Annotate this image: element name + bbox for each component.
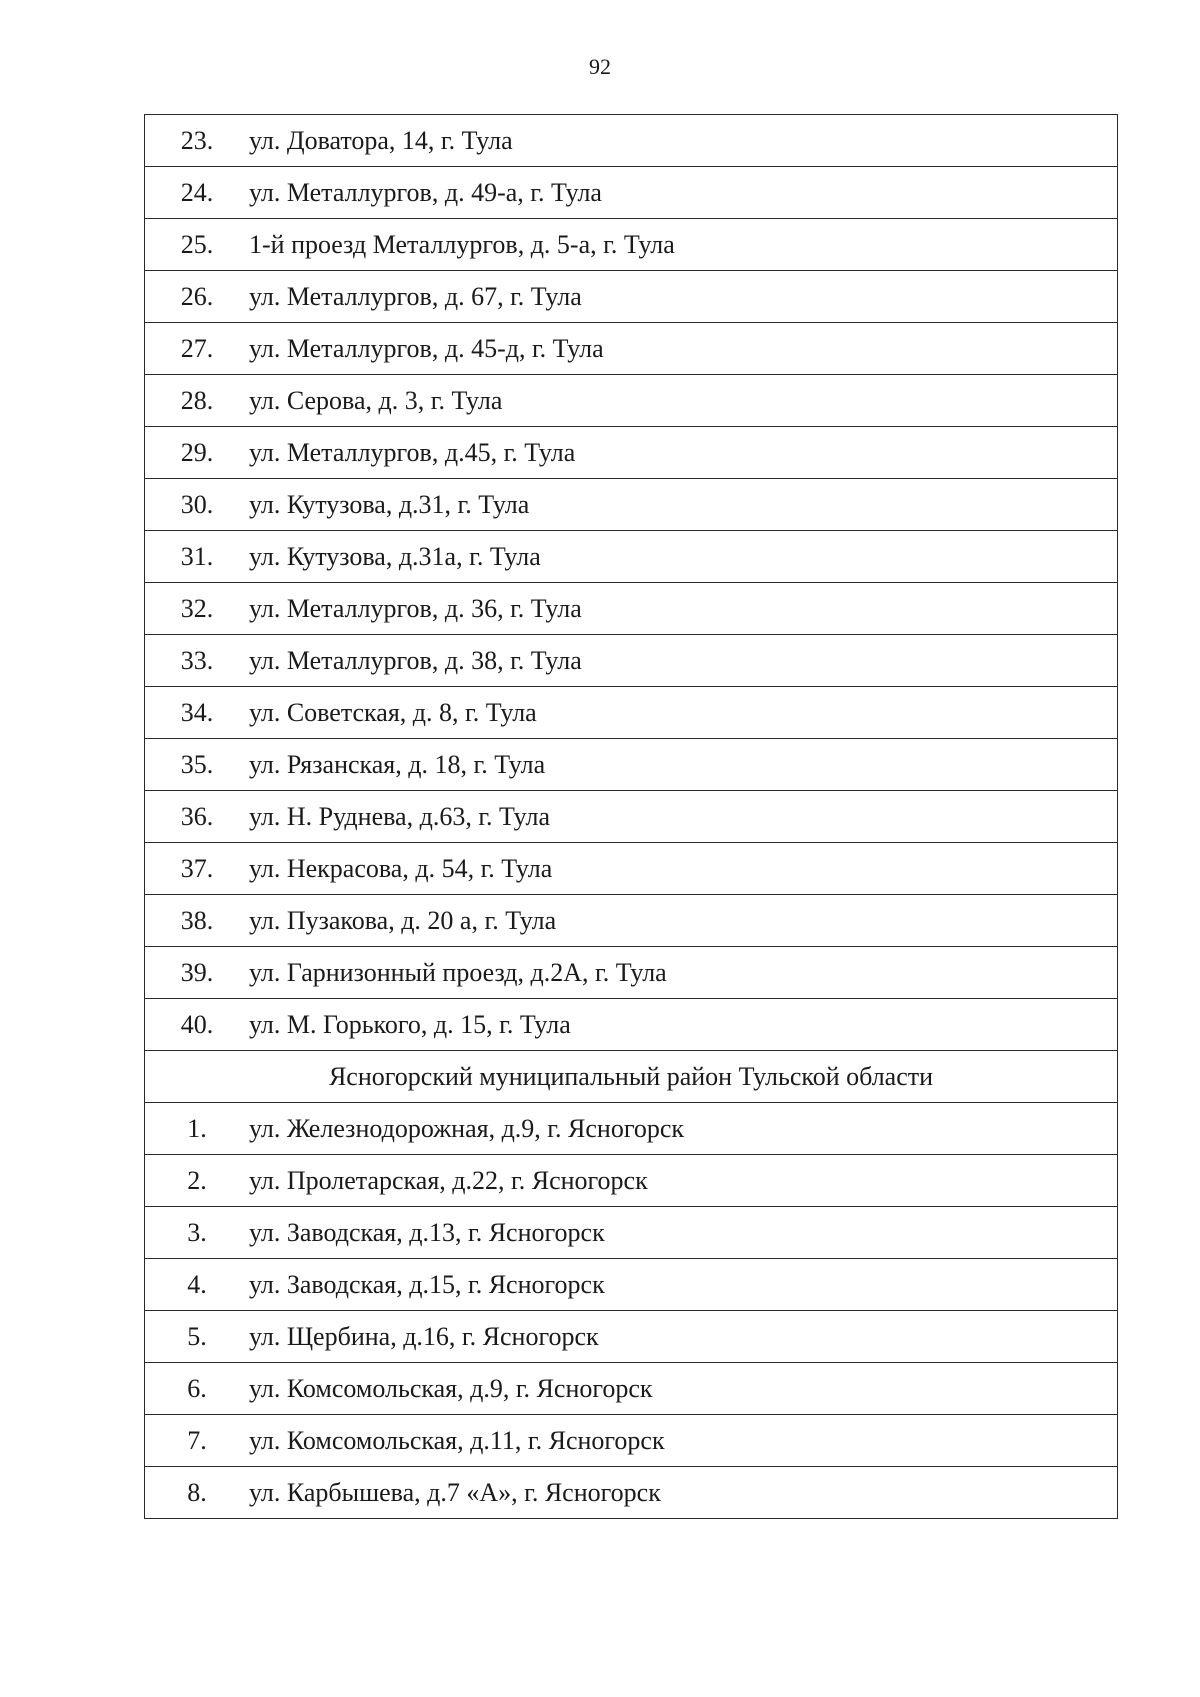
row-number: 36. (145, 791, 250, 843)
table-row (145, 1103, 1118, 1155)
row-number: 5. (145, 1311, 250, 1363)
row-address: ул. Комсомольская, д.11, г. Ясногорск (249, 1415, 1118, 1467)
row-address: ул. Пузакова, д. 20 а, г. Тула (249, 895, 1118, 947)
row-number: 6. (145, 1363, 250, 1415)
section-title: Ясногорский муниципальный район Тульской области (145, 1051, 1118, 1103)
table-row (145, 843, 1118, 895)
table-row (145, 1467, 1118, 1519)
row-number: 27. (145, 323, 250, 375)
row-address: ул. Рязанская, д. 18, г. Тула (249, 739, 1118, 791)
row-number: 40. (145, 999, 250, 1051)
row-number: 38. (145, 895, 250, 947)
row-number: 35. (145, 739, 250, 791)
row-number: 34. (145, 687, 250, 739)
table-row (145, 531, 1118, 583)
row-number: 24. (145, 167, 250, 219)
row-number: 30. (145, 479, 250, 531)
table-row (145, 1415, 1118, 1467)
row-address: ул. Серова, д. 3, г. Тула (249, 375, 1118, 427)
row-address: ул. Железнодорожная, д.9, г. Ясногорск (249, 1103, 1118, 1155)
row-number: 2. (145, 1155, 250, 1207)
table-row (145, 895, 1118, 947)
table-row (145, 999, 1118, 1051)
table-row (145, 1155, 1118, 1207)
row-address: ул. Пролетарская, д.22, г. Ясногорск (249, 1155, 1118, 1207)
table-row (145, 1363, 1118, 1415)
row-address: ул. Карбышева, д.7 «А», г. Ясногорск (249, 1467, 1118, 1519)
row-number: 7. (145, 1415, 250, 1467)
table-row (145, 271, 1118, 323)
address-table-body (145, 115, 1118, 1519)
row-number: 4. (145, 1259, 250, 1311)
row-number: 8. (145, 1467, 250, 1519)
table-row (145, 687, 1118, 739)
row-address: ул. Металлургов, д. 49-а, г. Тула (249, 167, 1118, 219)
row-address: ул. Металлургов, д. 36, г. Тула (249, 583, 1118, 635)
section-header-row (145, 1051, 1118, 1103)
row-number: 23. (145, 115, 250, 167)
row-number: 1. (145, 1103, 250, 1155)
row-address: ул. Некрасова, д. 54, г. Тула (249, 843, 1118, 895)
table-row (145, 479, 1118, 531)
row-number: 32. (145, 583, 250, 635)
table-row (145, 791, 1118, 843)
table-row (145, 1259, 1118, 1311)
row-address: ул. Н. Руднева, д.63, г. Тула (249, 791, 1118, 843)
row-address: ул. М. Горького, д. 15, г. Тула (249, 999, 1118, 1051)
row-number: 25. (145, 219, 250, 271)
table-row (145, 1207, 1118, 1259)
table-row (145, 323, 1118, 375)
row-address: ул. Металлургов, д.45, г. Тула (249, 427, 1118, 479)
row-address: ул. Гарнизонный проезд, д.2А, г. Тула (249, 947, 1118, 999)
row-address: 1-й проезд Металлургов, д. 5-а, г. Тула (249, 219, 1118, 271)
table-row (145, 219, 1118, 271)
table-row (145, 1311, 1118, 1363)
row-address: ул. Кутузова, д.31, г. Тула (249, 479, 1118, 531)
row-address: ул. Металлургов, д. 45-д, г. Тула (249, 323, 1118, 375)
row-address: ул. Заводская, д.15, г. Ясногорск (249, 1259, 1118, 1311)
table-row (145, 947, 1118, 999)
table-row (145, 583, 1118, 635)
row-number: 29. (145, 427, 250, 479)
row-address: ул. Советская, д. 8, г. Тула (249, 687, 1118, 739)
row-address: ул. Доватора, 14, г. Тула (249, 115, 1118, 167)
row-number: 28. (145, 375, 250, 427)
table-row (145, 739, 1118, 791)
row-address: ул. Металлургов, д. 67, г. Тула (249, 271, 1118, 323)
row-address: ул. Щербина, д.16, г. Ясногорск (249, 1311, 1118, 1363)
row-address: ул. Металлургов, д. 38, г. Тула (249, 635, 1118, 687)
row-number: 3. (145, 1207, 250, 1259)
address-table (144, 114, 1118, 1519)
table-row (145, 115, 1118, 167)
row-number: 26. (145, 271, 250, 323)
row-address: ул. Заводская, д.13, г. Ясногорск (249, 1207, 1118, 1259)
table-row (145, 375, 1118, 427)
row-number: 33. (145, 635, 250, 687)
row-address: ул. Кутузова, д.31а, г. Тула (249, 531, 1118, 583)
page-number: 92 (589, 54, 611, 79)
row-number: 31. (145, 531, 250, 583)
row-number: 39. (145, 947, 250, 999)
row-address: ул. Комсомольская, д.9, г. Ясногорск (249, 1363, 1118, 1415)
row-number: 37. (145, 843, 250, 895)
table-row (145, 427, 1118, 479)
table-row (145, 167, 1118, 219)
table-row (145, 635, 1118, 687)
